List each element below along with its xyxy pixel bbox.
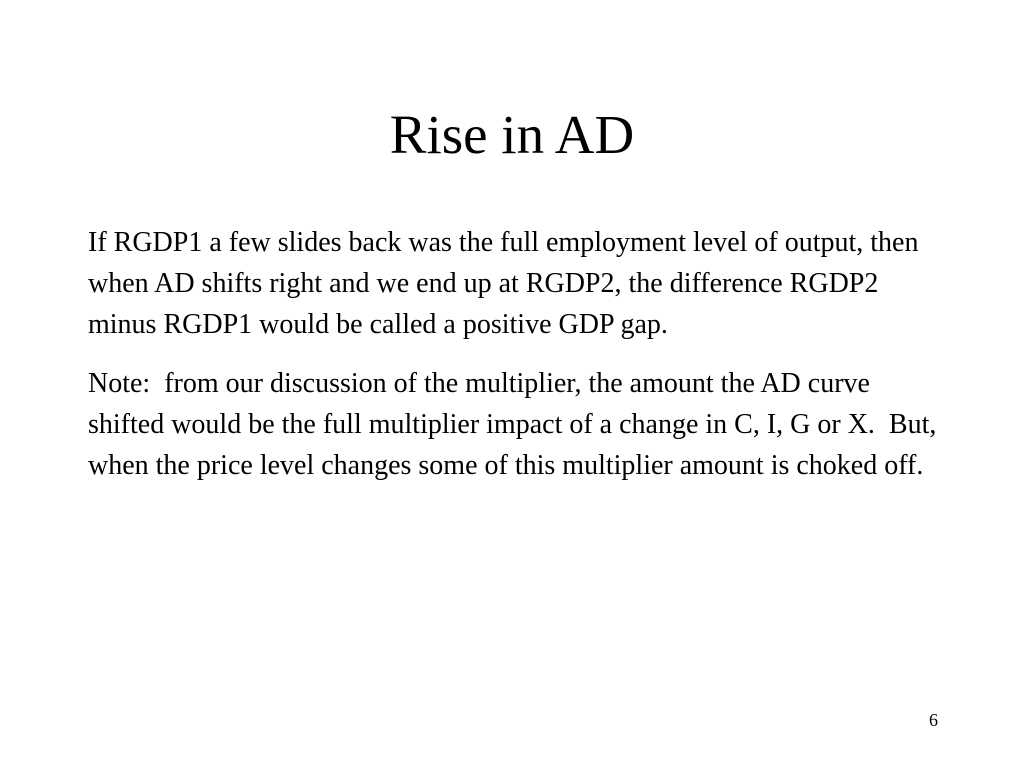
slide-number: 6 xyxy=(929,710,938,730)
slide-title: Rise in AD xyxy=(389,104,635,165)
body-paragraph-multiplier-note: Note: from our discussion of the multiplier, the amount the AD curve shifted would be the full multiplier impact of a change in C, I, G or X. But, when the price level changes some of this multiplier amount is choked off. xyxy=(88,368,944,481)
slide-body xyxy=(88,222,948,504)
body-paragraph-gdp-gap: If RGDP1 a few slides back was the full employment level of output, then when AD shifts right and we end up at RGDP2, the difference RGDP2 minus RGDP1 would be called a positive GDP gap. xyxy=(88,227,926,340)
